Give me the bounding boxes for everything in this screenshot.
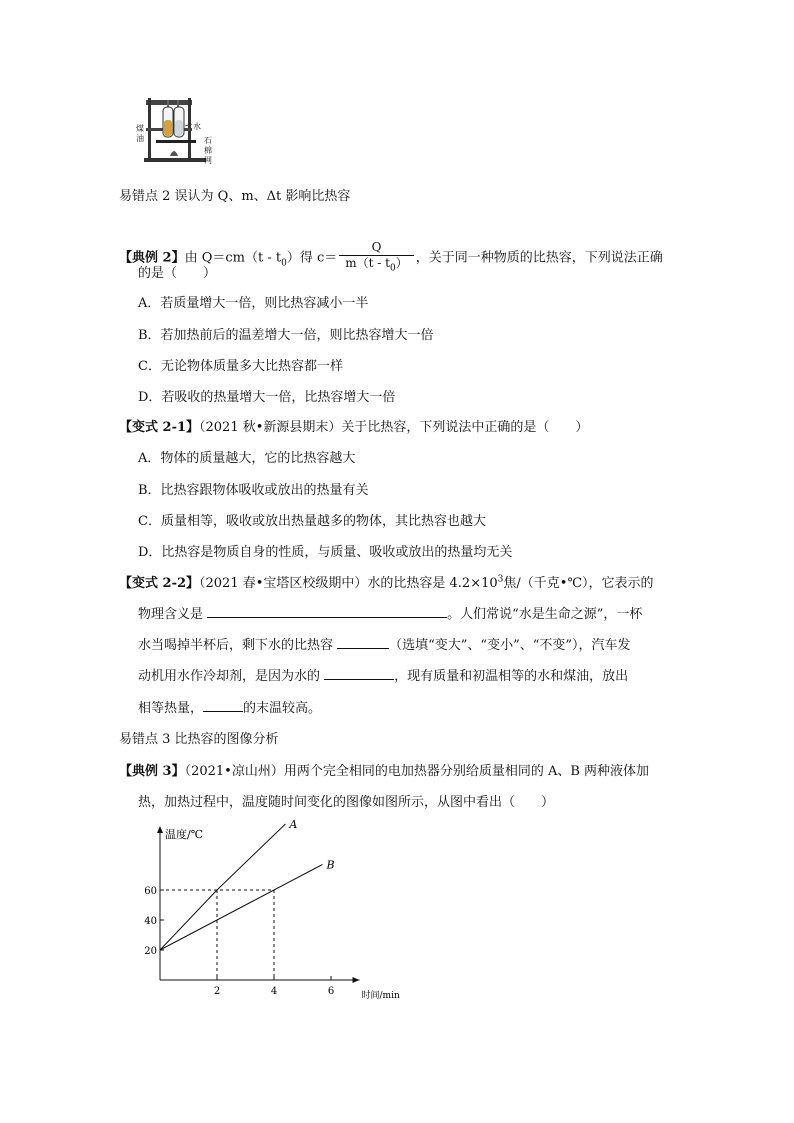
example2-option-c: C．无论物体质量多大比热容都一样	[138, 359, 343, 374]
section-heading-2: 易错点 2 误认为 Q、m、Δt 影响比热容	[119, 189, 351, 204]
series-line-B	[160, 865, 322, 951]
apparatus-label-net: 石 棉 网	[204, 136, 212, 165]
variant22-line5: 相等热量， 的末温较高。	[138, 701, 322, 716]
y-axis-arrow	[157, 826, 163, 833]
answer-blank-4[interactable]	[203, 699, 243, 712]
example2-option-b: B．若加热前后的温差增大一倍，则比热容增大一倍	[138, 328, 434, 343]
section-heading-3: 易错点 3 比热容的图像分析	[119, 732, 279, 747]
answer-blank-2[interactable]	[337, 636, 389, 649]
series-line-A	[160, 824, 285, 950]
y-axis-label: 温度/℃	[165, 828, 204, 841]
variant21-option-a: A．物体的质量越大，它的比热容越大	[138, 451, 356, 466]
x-tick-label: 6	[327, 986, 335, 997]
variant21-option-c: C．质量相等，吸收或放出热量越多的物体，其比热容也越大	[138, 514, 486, 529]
example3-tag: 【典例 3】	[119, 764, 185, 779]
example2-line1: 【典例 2】由 $Q=cm(t - t_0)$得 c＝ $\frac{Q}{m(t - t_0)}$ ，关于同一种物质的比热容，下列说法正确	[119, 240, 663, 276]
y-tick-label: 60	[144, 886, 157, 897]
example2-line2: 的是（ ）	[138, 266, 217, 281]
variant21-question: 【变式 2-1】（2021 秋•新源县期末）关于比热容，下列说法中正确的是（ ）	[119, 420, 589, 435]
example2-option-a: A．若质量增大一倍，则比热容减小一半	[138, 296, 369, 311]
apparatus-label-left: 煤 油	[136, 124, 144, 143]
variant22-line2: 物理含义是 。人们常说“水是生命之源”，一杯	[138, 607, 643, 622]
variant21-option-b: B．比热容跟物体吸收或放出的热量有关	[138, 483, 369, 498]
series-label-B: B	[326, 858, 335, 872]
variant22-line3: 水当喝掉半杯后，剩下水的比热容 （选填“变大”、“变小”、“不变”），汽车发	[138, 638, 631, 653]
example2-option-d: D．若吸收的热量增大一倍，比热容增大一倍	[138, 390, 396, 405]
variant21-option-d: D．比热容是物质自身的性质，与质量、吸收或放出的热量均无关	[138, 545, 513, 560]
temperature-time-chart	[140, 818, 400, 1018]
x-axis-label: 时间/min	[361, 991, 400, 1001]
x-axis-arrow	[353, 977, 360, 983]
example3-line1: 【典例 3】（2021•凉山州）用两个完全相同的电加热器分别给质量相同的 A、B 两种液体加	[119, 764, 650, 779]
y-tick-label: 20	[144, 946, 157, 957]
variant22-line1: 【变式 2-2】（2021 春•宝塔区校级期中）水的比热容是 $4.2\times 10^3$焦/（千克•℃），它表示的	[119, 574, 654, 591]
y-tick-label: 40	[144, 916, 157, 927]
example3-line2: 热，加热过程中，温度随时间变化的图像如图所示，从图中看出（ ）	[138, 795, 555, 810]
answer-blank-3[interactable]	[324, 667, 394, 680]
variant22-tag: 【变式 2-2】	[119, 576, 200, 591]
series-label-A: A	[289, 818, 298, 831]
example2-tag: 【典例 2】	[119, 250, 185, 266]
variant22-line4: 动机用水作冷却剂，是因为水的 ，现有质量和初温相等的水和煤油，放出	[138, 669, 629, 684]
answer-blank-1[interactable]	[207, 605, 447, 618]
x-tick-label: 2	[213, 986, 221, 997]
formula-fraction: $\frac{Q}{m(t - t_0)}$	[339, 240, 413, 276]
x-tick-label: 4	[270, 986, 278, 997]
variant21-tag: 【变式 2-1】	[119, 420, 200, 435]
apparatus-label-water: 水	[193, 122, 201, 131]
